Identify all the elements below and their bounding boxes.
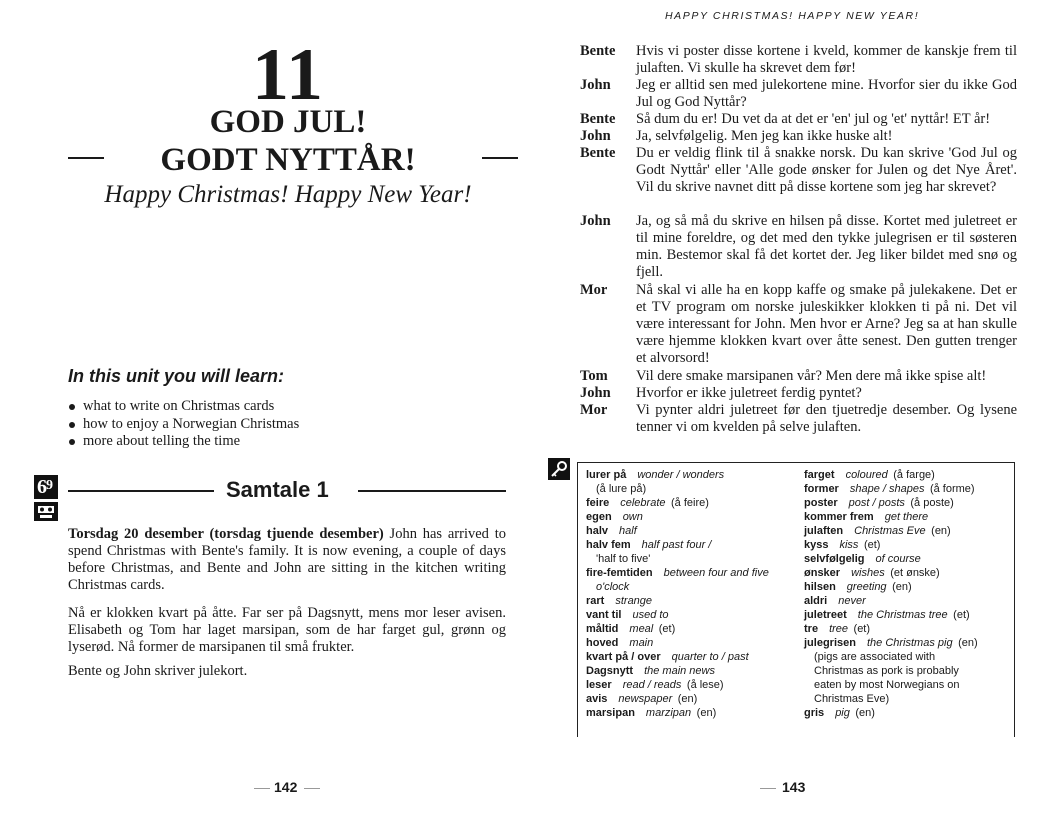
section-rule-left: [68, 490, 214, 492]
vocabulary-gloss: own: [611, 511, 643, 523]
vocabulary-note: (å feire): [665, 497, 709, 509]
vocabulary-entry: [804, 608, 1016, 622]
vocabulary-note: (å lese): [681, 679, 724, 691]
page-number-left: 142: [274, 779, 298, 795]
dialogue-line: Vi pynter aldri juletreet før den tjuetredje desember. Og lysene tenner vi om kvelden på selve julaften.: [636, 402, 1017, 435]
vocabulary-term: kommer frem: [804, 511, 874, 523]
vocabulary-term: ønsker: [804, 567, 841, 579]
vocabulary-gloss: newspaper: [607, 693, 673, 705]
vocabulary-note: (pigs are associated with: [814, 651, 936, 663]
vocabulary-note: (å poste): [904, 497, 954, 509]
vocabulary-term: selvfølgelig: [804, 553, 865, 565]
vocabulary-entry: [804, 678, 1016, 692]
audio-cassette-icon: [34, 475, 58, 521]
vocabulary-term: kyss: [804, 539, 829, 551]
vocabulary-term: farget: [804, 469, 835, 481]
vocabulary-entry: [586, 594, 804, 608]
vocabulary-column-right: [804, 468, 1016, 720]
vocabulary-gloss: the main news: [633, 665, 715, 677]
vocabulary-entry: [804, 538, 1016, 552]
vocabulary-term: gris: [804, 707, 825, 719]
unit-number: 11: [252, 34, 324, 116]
svg-text:6: 6: [37, 476, 47, 498]
vocabulary-gloss: half: [608, 525, 637, 537]
svg-text:9: 9: [46, 478, 53, 493]
vocabulary-note: (å lure på): [596, 483, 647, 495]
dialogue-speaker: Bente: [580, 111, 616, 127]
vocabulary-note: (et): [653, 623, 676, 635]
vocabulary-term: juletreet: [804, 609, 847, 621]
vocabulary-term: halv fem: [586, 539, 631, 551]
vocabulary-term: rart: [586, 595, 605, 607]
vocabulary-gloss: read / reads: [611, 679, 682, 691]
vocabulary-gloss: celebrate: [609, 497, 666, 509]
vocabulary-term: egen: [586, 511, 612, 523]
learn-item: what to write on Christmas cards: [68, 398, 299, 416]
vocabulary-term: vant til: [586, 609, 622, 621]
vocabulary-entry: [586, 482, 804, 496]
vocabulary-term: hilsen: [804, 581, 836, 593]
section-rule-right: [358, 490, 506, 492]
dialogue-speaker: Mor: [580, 402, 608, 418]
vocabulary-gloss: wishes: [840, 567, 885, 579]
vocabulary-note: (en): [952, 637, 978, 649]
vocabulary-term: kvart på / over: [586, 651, 661, 663]
running-head: HAPPY CHRISTMAS! HAPPY NEW YEAR!: [665, 10, 920, 22]
vocabulary-entry: [804, 566, 1016, 580]
section-title: Samtale 1: [226, 477, 329, 502]
learn-item: more about telling the time: [68, 433, 299, 451]
vocabulary-entry: [586, 678, 804, 692]
vocabulary-note: (en): [886, 581, 912, 593]
unit-subtitle: Happy Christmas! Happy New Year!: [104, 181, 472, 208]
learn-item: how to enjoy a Norwegian Christmas: [68, 416, 299, 434]
vocabulary-term: julegrisen: [804, 637, 856, 649]
vocabulary-entry: [804, 482, 1016, 496]
vocabulary-term: aldri: [804, 595, 828, 607]
vocabulary-gloss: wonder / wonders: [626, 469, 725, 481]
vocabulary-term: feire: [586, 497, 610, 509]
dialogue-line: Nå skal vi alle ha en kopp kaffe og smake på julekakene. Det er et TV program om norske juleskikker klokken ti på ni. Det vil være interessant for John. Men hvor er Arne? Jeg sa at han skulle være hjemme klokken kvart over åtte senest. Den gutten trenger et alvorsord!: [636, 282, 1017, 366]
vocabulary-gloss: get there: [873, 511, 929, 523]
vocabulary-gloss: quarter to / past: [660, 651, 749, 663]
vocabulary-entry: [804, 468, 1016, 482]
vocabulary-term: former: [804, 483, 839, 495]
vocabulary-note: (å forme): [924, 483, 975, 495]
vocabulary-entry: [804, 650, 1016, 664]
vocabulary-note: (en): [672, 693, 698, 705]
vocabulary-entry: [804, 664, 1016, 678]
vocabulary-term: måltid: [586, 623, 619, 635]
vocabulary-note: (en): [925, 525, 951, 537]
dialogue-line: Du er veldig flink til å snakke norsk. Du kan skrive 'God Jul og Godt Nyttår' eller 'Alle gode ønsker for Julen og det Nye Året'. Vil du skrive navnet ditt på disse kortene som jeg har skrevet?: [636, 145, 1017, 195]
dialogue-line: Ja, og så må du skrive en hilsen på disse. Kortet med juletreet er til mine foreldre, og det med den tykke julegrisen er til søsteren min. Bestemor skal få det kortet der. Jeg liker bildet med snø og fjell.: [636, 213, 1017, 280]
dialogue-line: Hvis vi poster disse kortene i kveld, kommer de kanskje frem til julaften. Vi skulle ha skrevet dem før!: [636, 43, 1017, 76]
scene-paragraph: Nå er klokken kvart på åtte. Far ser på Dagsnytt, mens mor leser avisen. Elisabeth og Tom har laget marsipan, som de har farget gul, grønn og lyserød. Nå former de marsipanen til små frukter.: [68, 605, 506, 655]
vocabulary-gloss: strange: [604, 595, 653, 607]
dialogue-speaker: Tom: [580, 368, 608, 384]
vocabulary-gloss: the Christmas pig: [855, 637, 953, 649]
vocabulary-note: Christmas Eve): [814, 693, 890, 705]
vocabulary-term: halv: [586, 525, 609, 537]
vocabulary-gloss: pig: [824, 707, 850, 719]
vocabulary-gloss: tree: [818, 623, 849, 635]
intro-date: Torsdag 20 desember (torsdag tjuende desember): [68, 526, 384, 542]
vocabulary-gloss: main: [618, 637, 654, 649]
vocabulary-term: hoved: [586, 637, 619, 649]
dialogue-speaker: John: [580, 77, 611, 93]
vocabulary-term: avis: [586, 693, 608, 705]
vocabulary-gloss: of course: [864, 553, 921, 565]
dialogue-line: Jeg er alltid sen med julekortene mine. Hvorfor sier du ikke God Jul og God Nyttår?: [636, 77, 1017, 110]
vocabulary-gloss: post / posts: [837, 497, 905, 509]
vocabulary-term: leser: [586, 679, 612, 691]
vocabulary-entry: [586, 496, 804, 510]
vocabulary-gloss: kiss: [828, 539, 859, 551]
vocabulary-gloss: shape / shapes: [838, 483, 925, 495]
vocabulary-entry: [804, 496, 1016, 510]
vocabulary-column-left: [586, 468, 804, 720]
dialogue-speaker: John: [580, 213, 611, 229]
vocabulary-entry: [586, 622, 804, 636]
vocabulary-gloss: Christmas Eve: [843, 525, 926, 537]
vocabulary-entry: [586, 580, 804, 594]
vocabulary-entry: [586, 552, 804, 566]
dialogue-line: Hvorfor er ikke juletreet ferdig pyntet?: [636, 385, 862, 401]
vocabulary-note: (et ønske): [884, 567, 940, 579]
vocabulary-term: tre: [804, 623, 819, 635]
vocabulary-gloss: never: [827, 595, 866, 607]
vocabulary-entry: [586, 510, 804, 524]
vocabulary-term: marsipan: [586, 707, 635, 719]
vocabulary-entry: [804, 706, 1016, 720]
vocabulary-term: poster: [804, 497, 838, 509]
vocabulary-entry: [586, 468, 804, 482]
vocabulary-term: fire-femtiden: [586, 567, 653, 579]
vocabulary-gloss: marzipan: [634, 707, 692, 719]
vocabulary-entry: [804, 622, 1016, 636]
vocabulary-note: Christmas as pork is probably: [814, 665, 959, 677]
vocabulary-entry: [586, 664, 804, 678]
dialogue-speaker: Bente: [580, 145, 616, 161]
vocabulary-gloss: o'clock: [596, 581, 630, 593]
intro-paragraph: [68, 526, 506, 594]
vocabulary-entry: [804, 552, 1016, 566]
page-number-dash: [760, 788, 776, 789]
dialogue-speaker: John: [580, 128, 611, 144]
dialogue-line: Ja, selvfølgelig. Men jeg kan ikke huske alt!: [636, 128, 893, 144]
vocabulary-term: lurer på: [586, 469, 627, 481]
vocabulary-note: (å farge): [887, 469, 935, 481]
vocabulary-gloss: the Christmas tree: [846, 609, 948, 621]
vocabulary-entry: [804, 510, 1016, 524]
vocabulary-note: (et): [858, 539, 881, 551]
vocabulary-term: julaften: [804, 525, 844, 537]
dialogue-speaker: Bente: [580, 43, 616, 59]
unit-title-line1: GOD JUL!: [209, 104, 367, 140]
vocabulary-entry: [586, 692, 804, 706]
title-dash-right: [482, 157, 518, 159]
learn-heading: In this unit you will learn:: [68, 366, 285, 386]
learn-list: [68, 398, 299, 451]
vocabulary-note: (et): [947, 609, 970, 621]
vocabulary-entry: [586, 524, 804, 538]
vocabulary-entry: [586, 650, 804, 664]
vocabulary-entry: [804, 524, 1016, 538]
vocabulary-note: (et): [848, 623, 871, 635]
vocabulary-gloss: between four and five: [652, 567, 769, 579]
vocabulary-gloss: half past four /: [630, 539, 712, 551]
page-number-dash: [304, 788, 320, 789]
closing-paragraph: Bente og John skriver julekort.: [68, 663, 248, 679]
dialogue-speaker: John: [580, 385, 611, 401]
page-number-right: 143: [782, 779, 806, 795]
vocabulary-entry: [586, 566, 804, 580]
vocabulary-gloss: greeting: [835, 581, 887, 593]
page-number-dash: [254, 788, 270, 789]
vocabulary-entry: [586, 706, 804, 720]
vocabulary-entry: [804, 594, 1016, 608]
vocabulary-term: Dagsnytt: [586, 665, 634, 677]
vocabulary-gloss: coloured: [834, 469, 888, 481]
intro-text: John has arrived to spend Christmas with Bente's family. It is now evening, a couple of days before Christmas, and Bente and John are sitting in the kitchen writing Christmas cards.: [68, 526, 506, 593]
vocabulary-entry: [586, 538, 804, 552]
vocabulary-entry: [586, 636, 804, 650]
vocabulary-note: 'half to five': [596, 553, 651, 565]
unit-title-line2: GODT NYTTÅR!: [160, 142, 416, 178]
vocabulary-note: (en): [849, 707, 875, 719]
dialogue-line: Vil dere smake marsipanen vår? Men dere må ikke spise alt!: [636, 368, 987, 384]
vocabulary-gloss: used to: [621, 609, 669, 621]
key-icon: [548, 458, 570, 480]
dialogue-line: Så dum du er! Du vet da at det er 'en' jul og 'et' nyttår! ET år!: [636, 111, 991, 127]
vocabulary-entry: [804, 636, 1016, 650]
vocabulary-entry: [586, 608, 804, 622]
vocabulary-note: eaten by most Norwegians on: [814, 679, 960, 691]
vocabulary-entry: [804, 692, 1016, 706]
vocabulary-gloss: meal: [618, 623, 654, 635]
dialogue-speaker: Mor: [580, 282, 608, 298]
vocabulary-note: (en): [691, 707, 717, 719]
vocabulary-entry: [804, 580, 1016, 594]
